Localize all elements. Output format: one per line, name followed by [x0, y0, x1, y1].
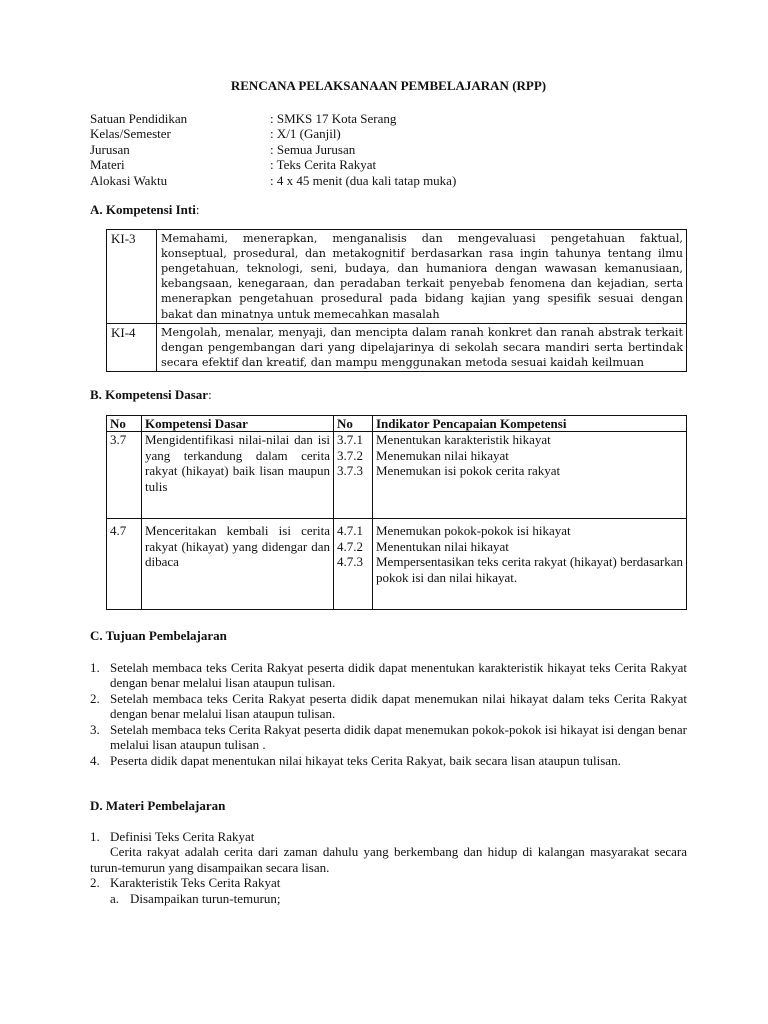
section-a-colon: : — [195, 202, 200, 217]
meta-row — [90, 142, 687, 158]
section-b-heading — [90, 387, 687, 403]
list-item — [90, 722, 687, 753]
section-a-heading — [90, 202, 687, 218]
list-number: 1. — [90, 659, 100, 675]
section-d-heading: D. Materi Pembelajaran — [90, 798, 226, 814]
table-row — [107, 323, 687, 372]
sub-list-text: Disampaikan turun-temurun; — [130, 890, 281, 906]
ki-code: KI-3 — [107, 229, 157, 323]
column-header-no2: No — [334, 415, 373, 432]
indicator-text: Menemukan pokok-pokok isi hikayat — [376, 523, 571, 539]
meta-label: Alokasi Waktu — [90, 172, 168, 188]
ki-description: Mengolah, menalar, menyaji, dan mencipta dalam ranah konkret dan ranah abstrak terkait dengan pengembangan dari yang dipelajarinya di sekolah secara mandiri serta bertindak secara efektif dan kreatif, dan mampu menggunakan metoda sesuai kaidah keilmuan — [157, 323, 687, 372]
list-number: 4. — [90, 752, 100, 768]
indicator-number: 3.7.3 — [337, 463, 363, 479]
meta-label: Kelas/Semester — [90, 126, 171, 141]
meta-value: : 4 x 45 menit (dua kali tatap muka) — [270, 172, 457, 188]
meta-value: : SMKS 17 Kota Serang — [270, 110, 397, 126]
ki-description: Memahami, menerapkan, menganalisis dan mengevaluasi pengetahuan faktual, konseptual, prosedural, dan metakognitif berdasarkan rasa ingin tahunya tentang ilmu pengetahuan, teknologi, seni, budaya, dan humaniora dengan wawasan kemanusiaan, kebangsaan, kenegaraan, dan peradaban terkait penyebab fenomena dan kejadian, serta menerapkan pengetahuan prosedural pada bidang kajian yang spesifik sesuai dengan bakat dan minatnya untuk memecahkan masalah — [157, 229, 687, 323]
kd-number: 3.7 — [107, 432, 142, 519]
meta-block — [90, 111, 687, 189]
table-row — [107, 432, 687, 519]
column-header-indicator: Indikator Pencapaian Kompetensi — [373, 415, 687, 432]
meta-value: : Teks Cerita Rakyat — [270, 157, 377, 172]
section-b-title: B. Kompetensi Dasar — [90, 387, 209, 403]
table-header-row — [107, 415, 687, 432]
meta-label: Jurusan — [90, 141, 130, 157]
indicator-text: Menemukan nilai hikayat — [376, 447, 509, 463]
list-number: 3. — [90, 721, 100, 737]
materi-list — [90, 829, 687, 845]
list-item — [90, 660, 687, 691]
list-number: 2. — [90, 875, 100, 891]
list-number: 2. — [90, 690, 100, 706]
meta-label: Materi — [90, 157, 125, 172]
meta-row — [90, 157, 687, 173]
indicator-numbers — [334, 432, 373, 519]
document-page — [90, 78, 687, 906]
indicator-number: 3.7.1 — [337, 432, 363, 448]
meta-row — [90, 173, 687, 189]
sub-list-item — [90, 891, 687, 907]
list-item — [90, 753, 687, 769]
column-header-no: No — [107, 415, 142, 432]
list-text: Setelah membaca teks Cerita Rakyat peserta didik dapat menemukan nilai hikayat dalam teks Cerita Rakyat dengan benar melalui lisan ataupun tulisan. — [110, 690, 687, 722]
list-text: Definisi Teks Cerita Rakyat — [110, 828, 255, 844]
kd-description: Menceritakan kembali isi cerita rakyat (hikayat) yang didengar dan dibaca — [142, 519, 334, 610]
meta-label: Satuan Pendidikan — [90, 110, 188, 126]
list-item — [90, 875, 687, 891]
list-number: 1. — [90, 828, 100, 844]
indicator-number: 4.7.1 — [337, 523, 363, 539]
definition-paragraph: Cerita rakyat adalah cerita dari zaman dahulu yang berkembang dan hidup di kalangan masyarakat secara turun-temurun yang disampaikan secara lisan. — [90, 844, 687, 875]
meta-row — [90, 111, 687, 127]
indicator-texts — [373, 519, 687, 610]
materi-list-2 — [90, 875, 687, 891]
list-item — [90, 829, 687, 845]
meta-value: : Semua Jurusan — [270, 141, 356, 157]
kompetensi-inti-table — [106, 229, 687, 373]
list-text: Setelah membaca teks Cerita Rakyat peserta didik dapat menentukan karakteristik hikayat teks Cerita Rakyat dengan benar melalui lisan ataupun tulisan. — [110, 659, 687, 691]
section-a-title: A. Kompetensi Inti — [90, 202, 196, 217]
indicator-texts — [373, 432, 687, 519]
meta-row — [90, 126, 687, 142]
indicator-text: Menentukan karakteristik hikayat — [376, 432, 551, 448]
indicator-number: 4.7.3 — [337, 554, 363, 570]
meta-value: : X/1 (Ganjil) — [270, 126, 341, 141]
indicator-text: Menemukan isi pokok cerita rakyat — [376, 463, 561, 479]
list-item — [90, 691, 687, 722]
section-c-heading: C. Tujuan Pembelajaran — [90, 628, 227, 644]
indicator-numbers — [334, 519, 373, 610]
sub-list-letter: a. — [110, 890, 120, 906]
column-header-kd: Kompetensi Dasar — [142, 415, 334, 432]
indicator-text: Menentukan nilai hikayat — [376, 538, 509, 554]
kompetensi-dasar-table — [106, 415, 687, 611]
list-text: Setelah membaca teks Cerita Rakyat peserta didik dapat menemukan pokok-pokok isi hikayat isi dengan benar melalui lisan ataupun tulisan . — [110, 721, 687, 753]
list-text: Peserta didik dapat menentukan nilai hikayat teks Cerita Rakyat, baik secara lisan ataupun tulisan. — [110, 752, 621, 768]
indicator-text: Mempersentasikan teks cerita rakyat (hikayat) berdasarkan pokok isi dan nilai hikayat. — [376, 554, 683, 585]
tujuan-list — [90, 660, 687, 769]
table-row — [107, 229, 687, 323]
table-row — [107, 519, 687, 610]
section-b-colon: : — [208, 387, 212, 403]
indicator-number: 3.7.2 — [337, 447, 363, 463]
indicator-number: 4.7.2 — [337, 538, 363, 554]
document-title: RENCANA PELAKSANAAN PEMBELAJARAN (RPP) — [230, 78, 547, 93]
kd-description: Mengidentifikasi nilai-nilai dan isi yang terkandung dalam cerita rakyat (hikayat) baik lisan maupun tulis — [142, 432, 334, 519]
list-text: Karakteristik Teks Cerita Rakyat — [110, 875, 281, 891]
kd-number: 4.7 — [107, 519, 142, 610]
ki-code: KI-4 — [107, 323, 157, 372]
